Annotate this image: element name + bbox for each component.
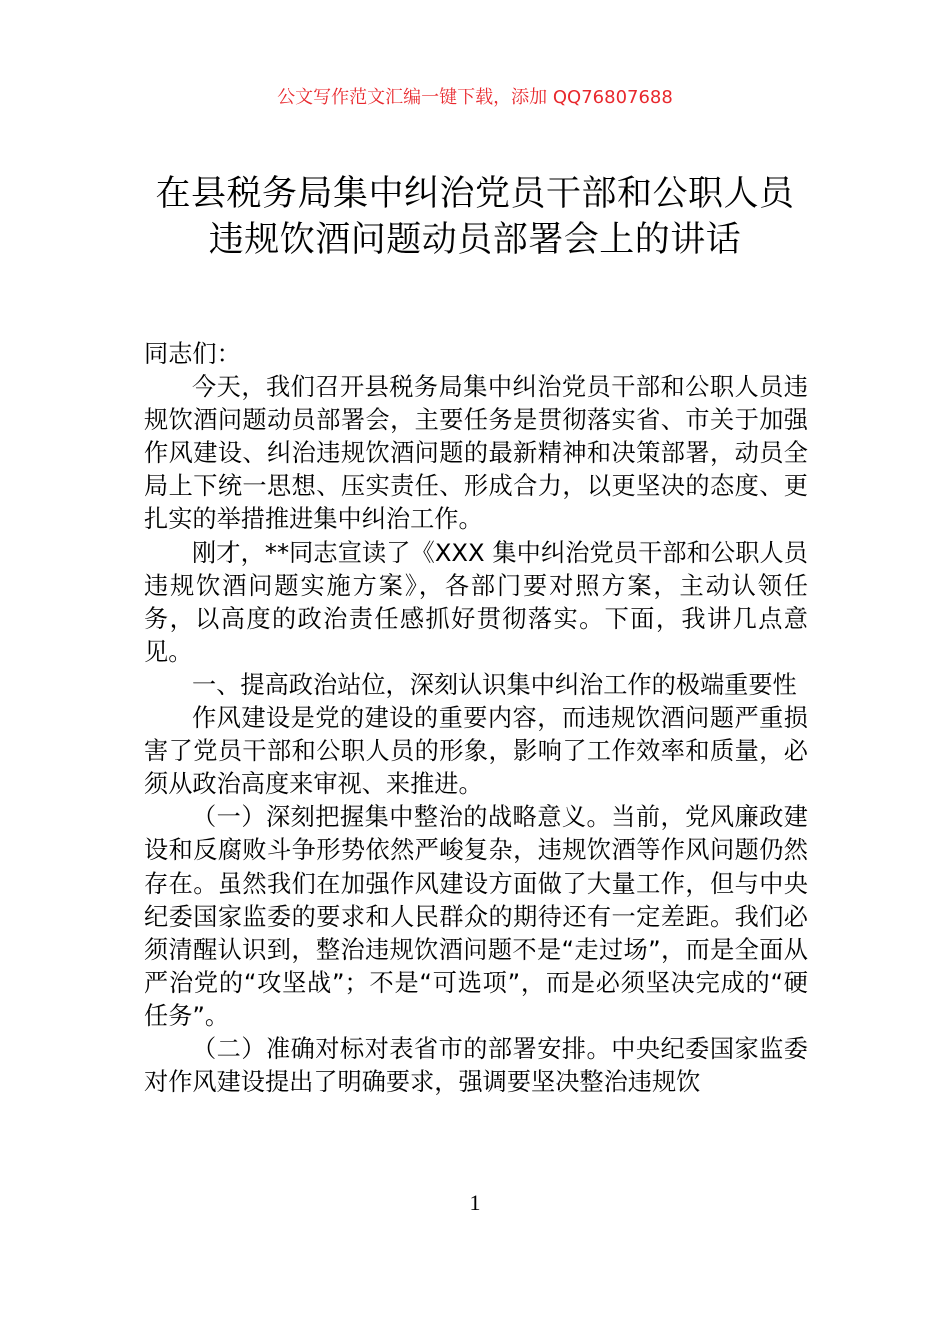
paragraph-subsection-1: （一）深刻把握集中整治的战略意义。当前，党风廉政建设和反腐败斗争形势依然严峻复杂，违规饮酒等作风问题仍然存在。虽然我们在加强作风建设方面做了大量工作，但与中央纪委国家监委的要求和人民群众的期待还有一定差距。我们必须清醒认识到，整治违规饮酒问题不是“走过场”，而是全面从严治党的“攻坚战”；不是“可选项”，而是必须坚决完成的“硬任务”。 <box>144 803 808 1030</box>
paragraph-subsection-2: （二）准确对标对表省市的部署安排。中央纪委国家监委对作风建设提出了明确要求，强调要坚决整治违规饮 <box>144 1034 808 1097</box>
document-title-line-1: 在县税务局集中纠治党员干部和公职人员 <box>155 174 795 214</box>
paragraph-section-1-intro: 作风建设是党的建设的重要内容，而违规饮酒问题严重损害了党员干部和公职人员的形象，影响了工作效率和质量，必须从政治高度来审视、来推进。 <box>144 704 808 799</box>
page-number: 1 <box>469 1190 481 1215</box>
salutation: 同志们： <box>144 340 241 368</box>
document-title-line-2: 违规饮酒问题动员部署会上的讲话 <box>208 220 742 260</box>
section-heading-1: 一、提高政治站位，深刻认识集中纠治工作的极端重要性 <box>192 670 797 699</box>
paragraph-intro: 今天，我们召开县税务局集中纠治党员干部和公职人员违规饮酒问题动员部署会，主要任务是贯彻落实省、市关于加强作风建设、纠治违规饮酒问题的最新精神和决策部署，动员全局上下统一思想、压实责任、形成合力，以更坚决的态度、更扎实的举措推进集中纠治工作。 <box>144 373 808 534</box>
download-banner: 公文写作范文汇编一键下载，添加 QQ76807688 <box>277 87 673 108</box>
document-body <box>144 338 808 1099</box>
paragraph-plan: 刚才，**同志宣读了《XXX 集中纠治党员干部和公职人员违规饮酒问题实施方案》，各部门要对照方案，主动认领任务，以高度的政治责任感抓好贯彻落实。下面，我讲几点意见。 <box>144 538 808 666</box>
